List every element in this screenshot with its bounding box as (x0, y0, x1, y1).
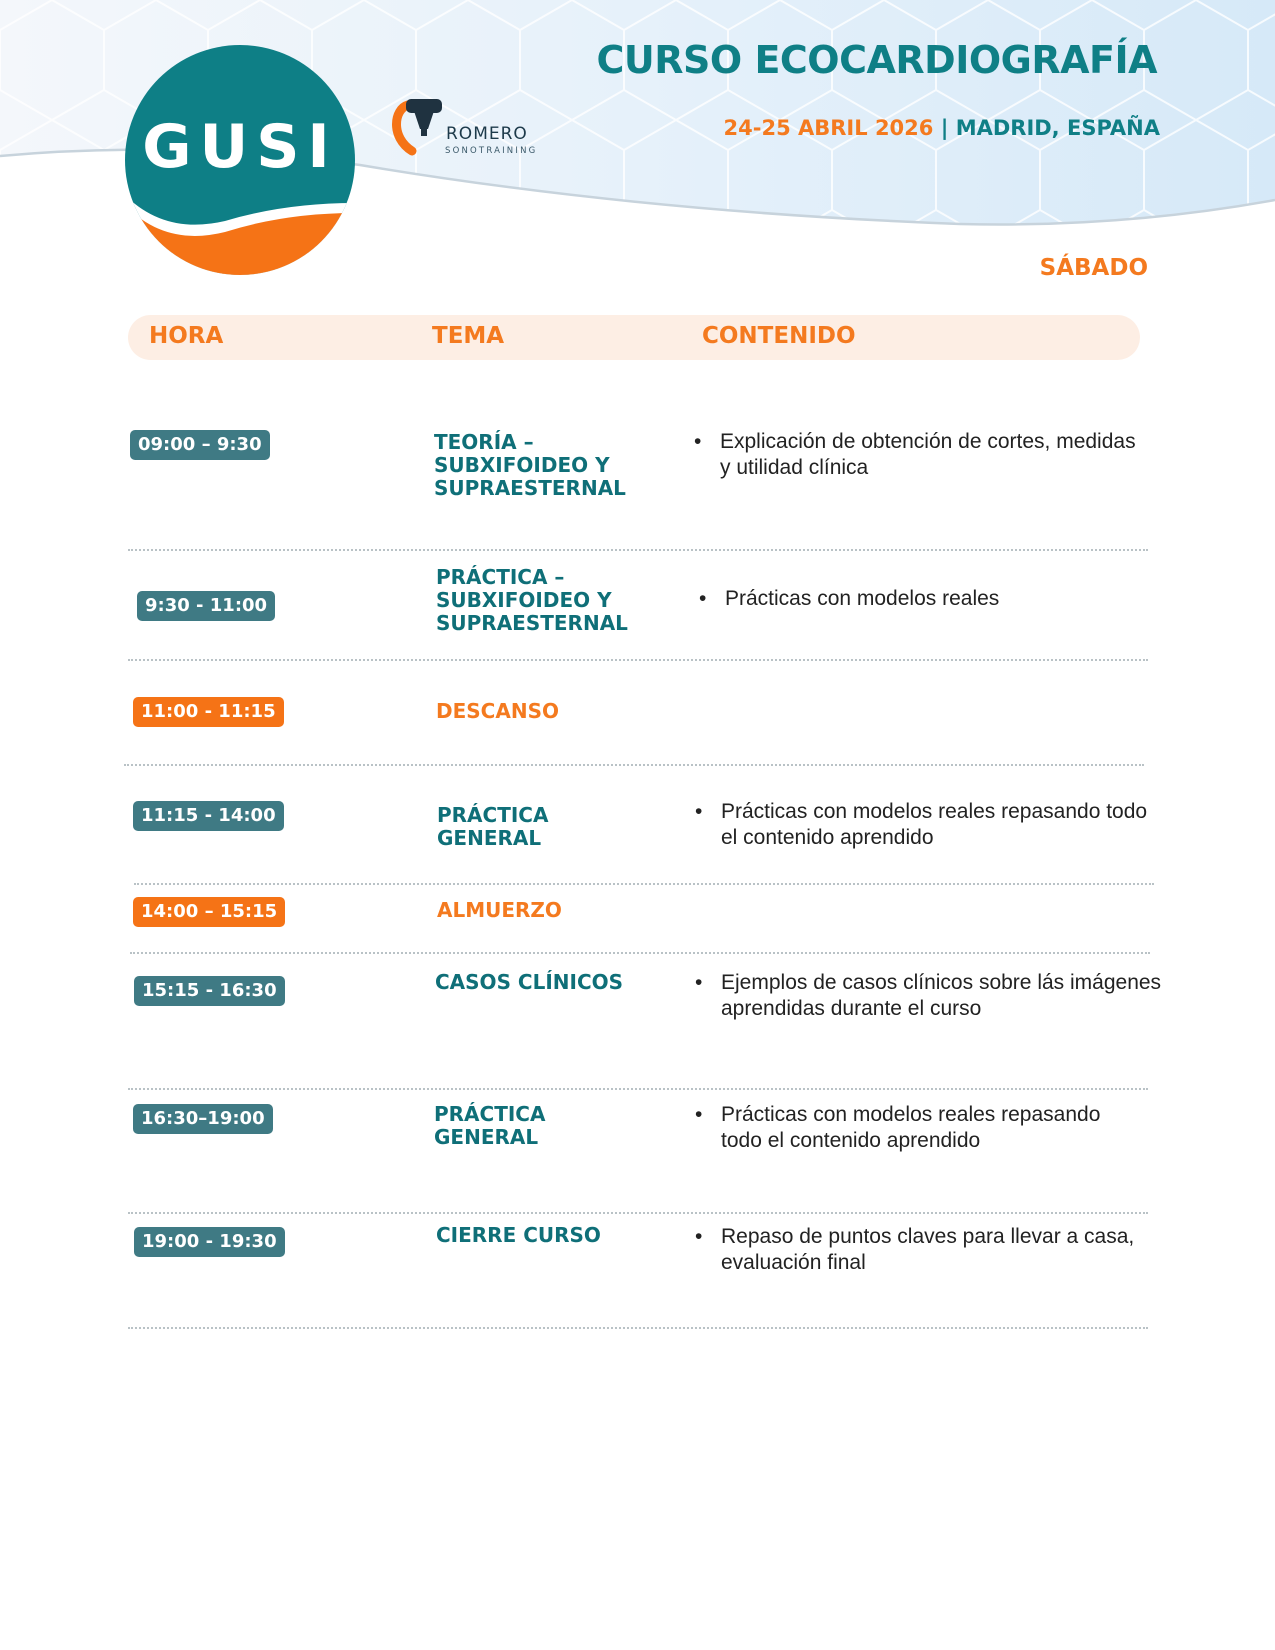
session-topic: CIERRE CURSO (436, 1223, 601, 1247)
session-topic: PRÁCTICA GENERAL (437, 803, 549, 850)
time-badge: 9:30 - 11:00 (137, 591, 275, 621)
session-topic: TEORÍA – SUBXIFOIDEO Y SUPRAESTERNAL (434, 430, 626, 500)
row-divider (134, 883, 1154, 885)
course-location: MADRID, ESPAÑA (955, 116, 1160, 140)
session-content-text: Repaso de puntos claves para llevar a casa, evaluación final (721, 1225, 1135, 1274)
session-content: • Ejemplos de casos clínicos sobre lás imágenes aprendidas durante el curso (695, 970, 1175, 1022)
separator: | (933, 116, 956, 140)
session-content: • Prácticas con modelos reales repasando todo el contenido aprendido (695, 799, 1165, 851)
row-divider (128, 1327, 1148, 1329)
session-content-text: Prácticas con modelos reales repasando todo el contenido aprendido (721, 800, 1148, 849)
row-divider (128, 1088, 1148, 1090)
table-header (128, 315, 1140, 360)
session-content: • Prácticas con modelos reales repasando todo el contenido aprendido (695, 1102, 1125, 1154)
time-badge: 19:00 - 19:30 (134, 1227, 285, 1257)
row-divider (128, 1212, 1148, 1214)
session-topic: CASOS CLÍNICOS (435, 970, 624, 994)
time-badge: 14:00 – 15:15 (133, 897, 285, 927)
session-content: • Explicación de obtención de cortes, medidas y utilidad clínica (694, 429, 1139, 481)
time-badge: 15:15 - 16:30 (134, 976, 285, 1006)
romero-logo-name: ROMERO (446, 124, 528, 144)
break-topic: ALMUERZO (437, 898, 562, 922)
row-divider (124, 764, 1144, 766)
time-badge: 11:00 - 11:15 (133, 697, 284, 727)
session-content: • Repaso de puntos claves para llevar a casa, evaluación final (695, 1224, 1155, 1276)
session-topic: PRÁCTICA – SUBXIFOIDEO Y SUPRAESTERNAL (436, 565, 628, 635)
course-title: CURSO ECOCARDIOGRAFÍA (596, 38, 1157, 82)
session-topic: PRÁCTICA GENERAL (434, 1102, 546, 1149)
time-badge: 11:15 - 14:00 (133, 801, 284, 831)
session-content: • Prácticas con modelos reales (699, 586, 1119, 612)
row-divider (130, 952, 1150, 954)
time-badge: 09:00 – 9:30 (130, 430, 270, 460)
gusi-logo-text: GUSI (142, 112, 338, 182)
session-content-text: Explicación de obtención de cortes, medidas y utilidad clínica (720, 430, 1136, 479)
session-content-text: Ejemplos de casos clínicos sobre lás imágenes aprendidas durante el curso (721, 971, 1162, 1020)
time-badge: 16:30–19:00 (133, 1104, 273, 1134)
row-divider (128, 549, 1148, 551)
column-header-tema: TEMA (432, 323, 505, 349)
course-date-location (724, 116, 1160, 140)
romero-probe-icon (392, 95, 450, 159)
session-content-text: Prácticas con modelos reales (725, 587, 1000, 610)
row-divider (128, 659, 1148, 661)
course-dates: 24-25 ABRIL 2026 (723, 116, 934, 140)
break-topic: DESCANSO (436, 699, 559, 723)
column-header-hora: HORA (149, 323, 224, 349)
column-header-contenido: CONTENIDO (702, 323, 856, 349)
romero-logo-tagline: SONOTRAINING (445, 146, 538, 156)
day-label: SÁBADO (1039, 255, 1148, 281)
session-content-text: Prácticas con modelos reales repasando todo el contenido aprendido (721, 1103, 1101, 1152)
